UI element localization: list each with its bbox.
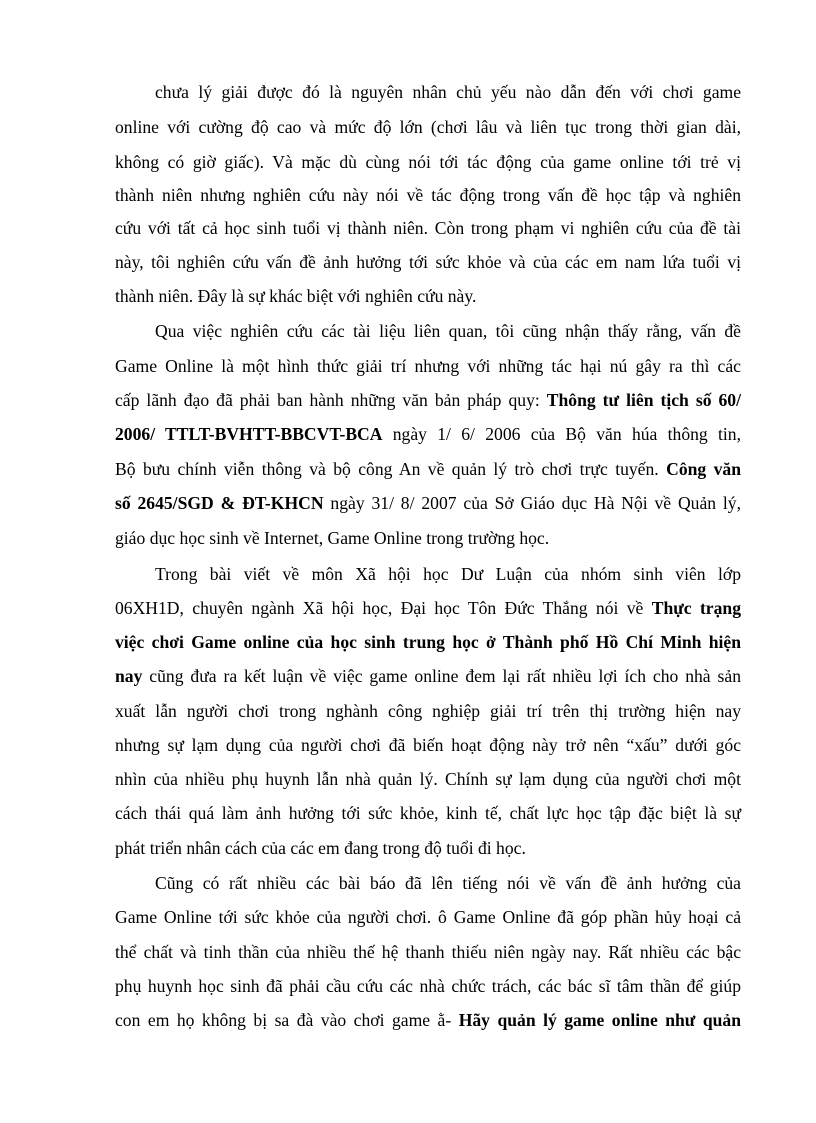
text-run: Cũng có rất nhiều các bài báo đã lên tiếng nói về vấn đề ảnh hưởng của	[155, 873, 741, 893]
text-line	[115, 801, 741, 825]
text-run: Bộ bưu chính viễn thông và bộ công An về quản lý trò chơi trực tuyến.	[115, 459, 667, 479]
text-run: online với cường độ cao và mức độ lớn (chơi lâu và liên tục trong thời gian dài,	[115, 117, 741, 137]
text-run: Trong bài viết về môn Xã hội học Dư Luận của nhóm sinh viên lớp	[155, 564, 741, 584]
text-run: giáo dục học sinh về Internet, Game Online trong trường học.	[115, 528, 550, 548]
text-line	[115, 491, 741, 515]
text-line	[115, 422, 741, 446]
bold-text: Thông tư liên tịch số 60/	[546, 390, 741, 410]
text-run: nhìn của nhiều phụ huynh lẫn nhà quản lý. Chính sự lạm dụng của người chơi một	[115, 769, 741, 789]
text-run: xuất lẫn người chơi trong nghành công nghiệp giải trí trên thị trường hiện nay	[115, 701, 741, 721]
text-line	[115, 974, 741, 998]
text-run: thành niên. Đây là sự khác biệt với nghiên cứu này.	[115, 286, 477, 306]
text-line	[155, 80, 741, 104]
text-line	[115, 150, 741, 174]
text-run: phát triển nhân cách của các em đang trong độ tuổi đi học.	[115, 838, 526, 858]
text-line	[115, 836, 741, 860]
text-line	[115, 905, 741, 929]
text-line	[115, 354, 741, 378]
text-run: chưa lý giải được đó là nguyên nhân chủ yếu nào dẫn đến với chơi game	[155, 82, 741, 102]
text-run: con em họ không bị sa đà vào chơi game ằ-	[115, 1010, 459, 1030]
bold-text: Công văn	[666, 459, 741, 479]
text-run: cách thái quá làm ảnh hưởng tới sức khỏe, kinh tế, chất lực học tập đặc biệt là sự	[115, 803, 741, 823]
text-line	[115, 1008, 741, 1032]
text-run: Game Online là một hình thức giải trí nhưng với những tác hại nú gây ra thì các	[115, 356, 741, 376]
text-run: này, tôi nghiên cứu vấn đề ảnh hưởng tới sức khỏe và của các em nam lứa tuổi vị	[115, 252, 741, 272]
text-run: phụ huynh học sinh đã phải cầu cứu các nhà chức trách, các bác sĩ tâm thần để giúp	[115, 976, 741, 996]
text-run: Qua việc nghiên cứu các tài liệu liên quan, tôi cũng nhận thấy rằng, vấn đề	[155, 321, 741, 341]
text-line	[115, 216, 741, 240]
text-line	[115, 664, 741, 688]
text-line	[115, 767, 741, 791]
text-line	[115, 115, 741, 139]
text-run: nhưng sự lạm dụng của người chơi đã biến hoạt động này trở nên “xấu” dưới góc	[115, 735, 741, 755]
text-run: thành niên nhưng nghiên cứu này nói về tác động trong vấn đề học tập và nghiên	[115, 185, 741, 205]
text-line	[115, 457, 741, 481]
text-run: cũng đưa ra kết luận về việc game online đem lại rất nhiều lợi ích cho nhà sản	[142, 666, 741, 686]
text-line	[115, 526, 741, 550]
text-line	[115, 250, 741, 274]
text-run: không có giờ giấc). Và mặc dù cùng nói tới tác động của game online tới trẻ vị	[115, 152, 741, 172]
text-line	[115, 733, 741, 757]
text-line	[115, 284, 741, 308]
text-run: thể chất và tinh thần của nhiều thế hệ thanh thiếu niên ngày nay. Rất nhiều các bậc	[115, 942, 741, 962]
text-line	[115, 940, 741, 964]
text-line	[115, 699, 741, 723]
text-run: 06XH1D, chuyên ngành Xã hội học, Đại học Tôn Đức Thắng nói về	[115, 598, 652, 618]
bold-text: việc chơi Game online của học sinh trung học ở Thành phố Hồ Chí Minh hiện	[115, 632, 741, 652]
text-line	[155, 319, 741, 343]
text-line	[115, 596, 741, 620]
text-line	[155, 871, 741, 895]
text-run: cứu với tất cả học sinh tuổi vị thành niên. Còn trong phạm vi nghiên cứu của đề tài	[115, 218, 741, 238]
text-run: ngày 1/ 6/ 2006 của Bộ văn húa thông tin,	[382, 424, 741, 444]
bold-text: Thực trạng	[651, 598, 741, 618]
text-line	[115, 183, 741, 207]
bold-text: 2006/ TTLT-BVHTT-BBCVT-BCA	[115, 424, 383, 444]
bold-text: số 2645/SGD & ĐT-KHCN	[115, 493, 324, 513]
text-line	[115, 630, 741, 654]
text-run: Game Online tới sức khỏe của người chơi. ô Game Online đã góp phần hủy hoại cả	[115, 907, 741, 927]
text-line	[155, 562, 741, 586]
text-run: cấp lãnh đạo đã phải ban hành những văn bản pháp quy:	[115, 390, 547, 410]
text-run: ngày 31/ 8/ 2007 của Sở Giáo dục Hà Nội về Quản lý,	[323, 493, 741, 513]
bold-text: Hãy quản lý game online như quản	[458, 1010, 741, 1030]
bold-text: nay	[115, 666, 143, 686]
text-line	[115, 388, 741, 412]
